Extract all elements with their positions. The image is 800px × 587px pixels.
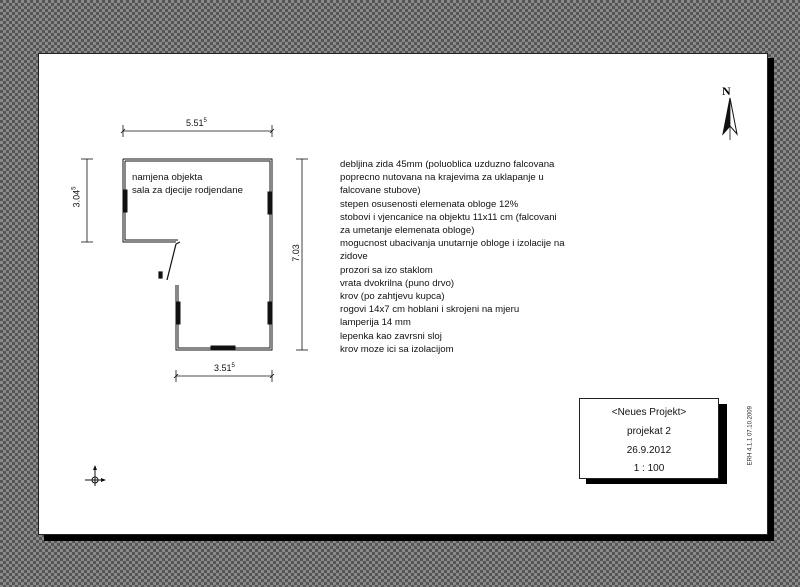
- note-line: lepenka kao zavrsni sloj: [340, 330, 442, 342]
- note-line: prozori sa izo staklom: [340, 264, 433, 276]
- title-scale: 1 : 100: [633, 463, 665, 474]
- construction-notes: [340, 158, 610, 356]
- north-label: N: [722, 84, 731, 98]
- note-line: krov moze ici sa izolacijom: [340, 343, 454, 355]
- note-line: debljina zida 45mm (poluoblica uzduzno falcovana: [340, 159, 555, 170]
- dimension-bottom-sup: 5: [231, 363, 235, 369]
- dimension-top-sup: 5: [203, 118, 207, 124]
- note-line: stobovi i vjencanice na objektu 11x11 cm (falcovani: [340, 211, 557, 223]
- origin-crosshair-icon: [83, 464, 107, 488]
- dimension-right-value: 7.03: [290, 244, 301, 262]
- note-line: falcovane stubove): [340, 185, 421, 197]
- title-block: [579, 398, 719, 479]
- note-line: poprecno nutovana na krajevima za uklapanje u: [340, 172, 544, 184]
- room-label: [132, 172, 243, 197]
- room-label-line2: sala za djecije rodjendane: [132, 184, 243, 196]
- windows: [123, 190, 272, 350]
- dimension-left-sup: 5: [71, 186, 78, 190]
- stamp-rotated-text: ERH 4.1.1 07.10.2009: [747, 406, 753, 466]
- dimension-top-label: [186, 118, 207, 128]
- dimension-bottom-value: 3.51: [214, 363, 232, 373]
- room-label-line1: namjena objekta: [132, 172, 203, 183]
- note-line: stepen osusenosti elemenata obloge 12%: [340, 198, 519, 210]
- dimension-left: [81, 159, 93, 242]
- note-line: lamperija 14 mm: [340, 317, 411, 329]
- dimension-top-value: 5.51: [186, 118, 204, 128]
- door: [159, 242, 180, 280]
- dimension-left-value: 3.04: [71, 189, 82, 208]
- title-project-name: <Neues Projekt>: [611, 407, 687, 418]
- title-project: projekat 2: [627, 426, 671, 437]
- note-line: vrata dvokrilna (puno drvo): [340, 277, 455, 289]
- north-arrow-icon: [715, 84, 745, 144]
- note-line: krov (po zahtjevu kupca): [340, 291, 445, 303]
- note-line: za umetanje elemenata obloge): [340, 225, 475, 237]
- dimension-bottom-label: [214, 363, 235, 373]
- dimension-left-label: [71, 187, 81, 208]
- dimension-right-label: [291, 244, 301, 262]
- note-line: mogucnost ubacivanja unutarnje obloge i izolacije na: [340, 238, 565, 250]
- note-line: zidove: [340, 251, 368, 263]
- title-date: 26.9.2012: [626, 445, 672, 456]
- note-line: rogovi 14x7 cm hoblani i skrojeni na mjeru: [340, 304, 520, 316]
